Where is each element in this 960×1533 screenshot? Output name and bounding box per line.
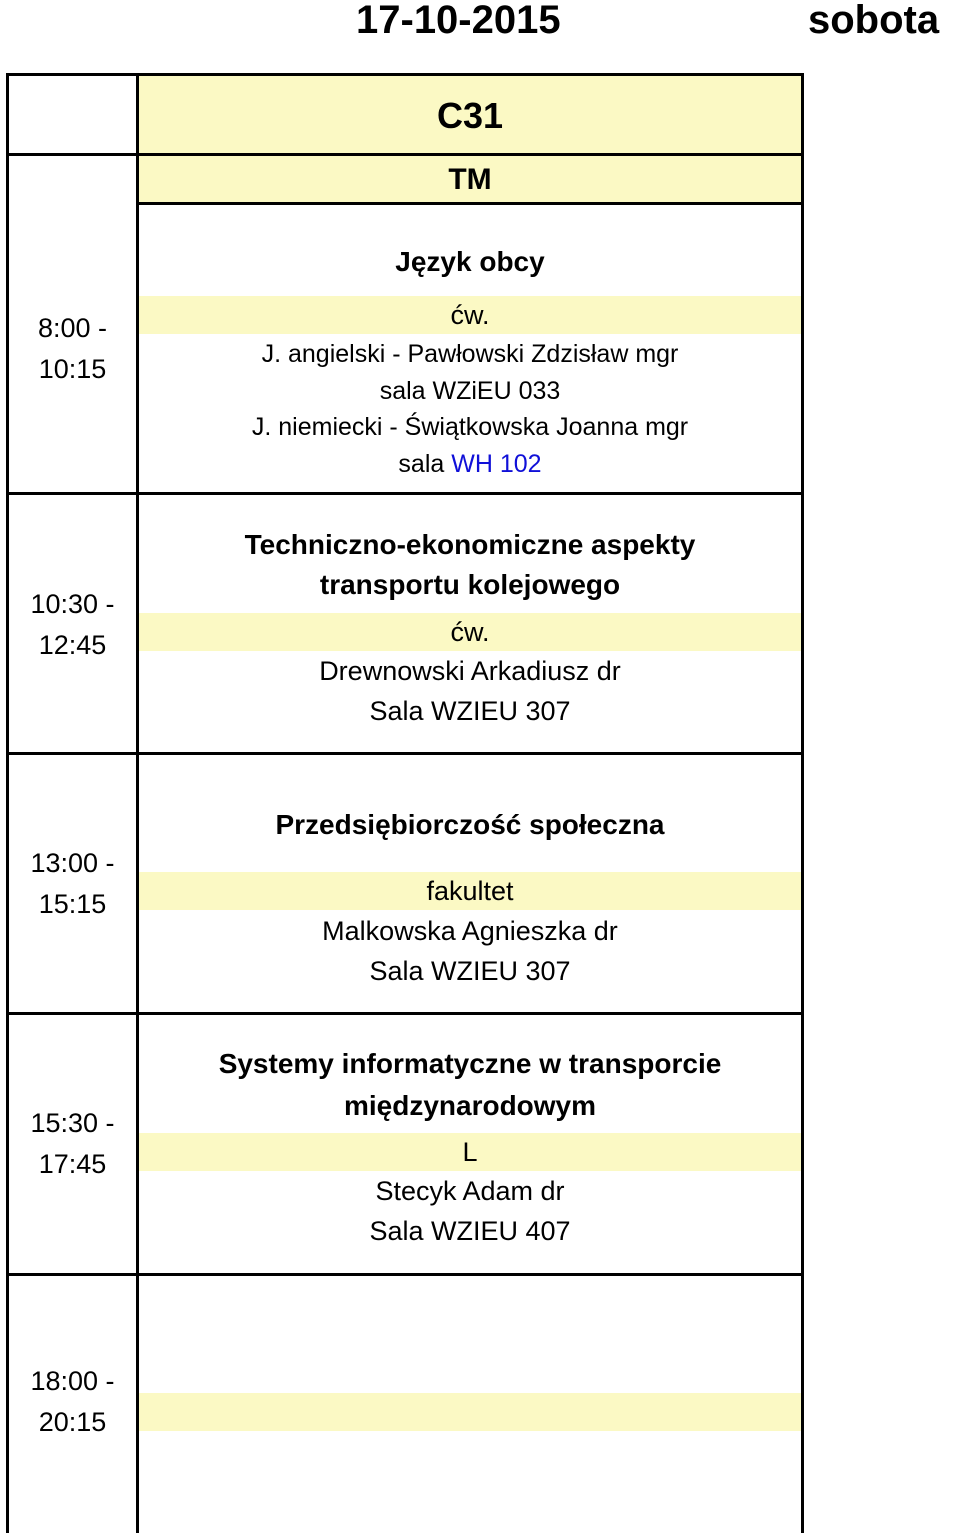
teacher-line: Stecyk Adam dr	[375, 1176, 565, 1206]
course-title: Techniczno-ekonomiczne aspekty	[244, 529, 696, 560]
slot-time: 13:00 - 15:15	[30, 848, 115, 919]
divider	[6, 1273, 804, 1276]
slot-time: 18:00 - 20:15	[30, 1366, 115, 1437]
type-band	[139, 1393, 801, 1431]
course-title: międzynarodowym	[343, 1090, 597, 1121]
class-type: L	[462, 1137, 478, 1167]
course-title: Przedsiębiorczość społeczna	[275, 809, 665, 840]
time-column-divider	[136, 76, 139, 1533]
slot-time: 10:30 - 12:45	[30, 589, 115, 660]
group-name: C31	[139, 76, 801, 154]
teacher-line: Malkowska Agnieszka dr	[322, 916, 618, 946]
course-title: transportu kolejowego	[319, 569, 621, 600]
room-prefix: sala	[398, 450, 445, 478]
divider	[139, 202, 804, 205]
teacher-line: J. niemiecki - Świątkowska Joanna mgr	[251, 413, 689, 441]
room-line	[139, 446, 801, 482]
slot-time: 8:00 - 10:15	[37, 313, 108, 384]
course-title: Systemy informatyczne w transporcie	[218, 1048, 722, 1079]
class-type: ćw.	[450, 617, 490, 647]
room-line: Sala WZIEU 307	[369, 696, 571, 726]
room-link[interactable]: WH 102	[451, 450, 542, 478]
schedule-date: 17-10-2015	[356, 0, 561, 42]
room-line: sala WZiEU 033	[379, 377, 561, 405]
schedule-weekday: sobota	[808, 0, 940, 42]
room-line: Sala WZIEU 407	[369, 1216, 571, 1246]
class-type: ćw.	[450, 300, 490, 330]
class-type: fakultet	[426, 876, 514, 906]
course-title: Język obcy	[395, 246, 545, 277]
divider	[6, 1012, 804, 1015]
divider	[6, 752, 804, 755]
teacher-line: J. angielski - Pawłowski Zdzisław mgr	[261, 340, 679, 368]
divider	[6, 492, 804, 495]
group-subtitle: TM	[139, 156, 801, 203]
teacher-line: Drewnowski Arkadiusz dr	[319, 656, 621, 686]
schedule-table	[6, 73, 804, 1533]
room-line: Sala WZIEU 307	[369, 956, 571, 986]
slot-time: 15:30 - 17:45	[30, 1108, 115, 1179]
